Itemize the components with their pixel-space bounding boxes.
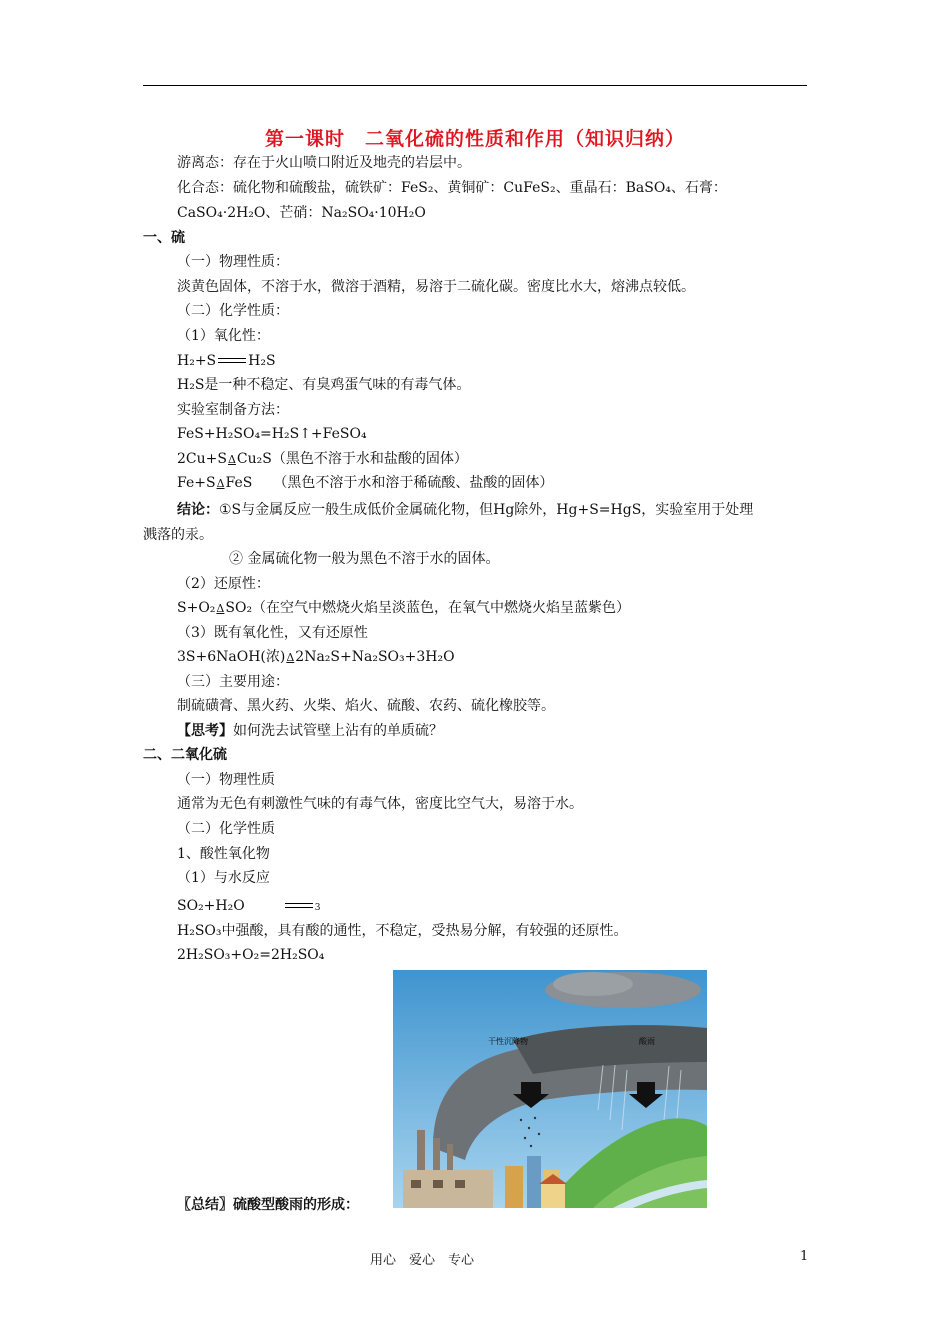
equation-left: SO₂+H₂O xyxy=(177,898,245,914)
text-line: 淡黄色固体，不溶于水，微溶于酒精，易溶于二硫化碳。密度比水大，熔沸点较低。 xyxy=(177,279,695,295)
heat-delta-icon: Δ xyxy=(216,477,225,490)
summary-caption: 〖总结〗硫酸型酸雨的形成： xyxy=(177,1197,359,1213)
section-heading-so2: 二、二氧化硫 xyxy=(143,747,227,763)
text-line: （2）还原性： xyxy=(177,576,270,592)
heat-delta-icon: Δ xyxy=(227,453,236,466)
text-line: （一）物理性质： xyxy=(177,254,289,270)
think-label: 【思考】 xyxy=(177,723,233,739)
acid-rain-illustration xyxy=(393,970,707,1208)
heat-delta-icon: Δ xyxy=(286,651,295,664)
equation-line xyxy=(177,474,553,493)
equation-left: Fe+S xyxy=(177,475,216,491)
label-dry-deposition: 干性沉降物 xyxy=(488,1037,528,1046)
section-heading-sulfur: 一、硫 xyxy=(143,230,185,246)
conclusion-label: 结论： xyxy=(177,502,219,518)
text-line: （3）既有氧化性，又有还原性 xyxy=(177,625,368,641)
page-title: 第一课时 二氧化硫的性质和作用（知识归纳） xyxy=(264,128,685,150)
conclusion-line xyxy=(177,501,753,519)
equation-right: H₂S xyxy=(248,353,276,369)
equation-line xyxy=(177,450,468,469)
equation-left: 3S+6NaOH(浓) xyxy=(177,649,286,665)
label-acid-rain: 酸雨 xyxy=(639,1037,655,1046)
header-rule xyxy=(143,85,807,86)
text-line: （一）物理性质 xyxy=(177,772,275,788)
equation-line xyxy=(177,648,455,667)
equation-left: 2Cu+S xyxy=(177,451,227,467)
text-line: （二）化学性质： xyxy=(177,303,289,319)
equation-line: 2H₂SO₃+O₂=2H₂SO₄ xyxy=(177,947,325,963)
text-line: （1）与水反应 xyxy=(177,870,270,886)
page-number: 1 xyxy=(800,1249,809,1264)
equation-right: SO₂（在空气中燃烧火焰呈淡蓝色，在氧气中燃烧火焰呈蓝紫色） xyxy=(225,600,631,616)
text-line: ② 金属硫化物一般为黑色不溶于水的固体。 xyxy=(229,551,500,567)
text-line: 制硫磺膏、黑火药、火柴、焰火、硫酸、农药、硫化橡胶等。 xyxy=(177,698,555,714)
text-line: （1）氧化性： xyxy=(177,328,270,344)
text-line: 游离态：存在于火山喷口附近及地壳的岩层中。 xyxy=(177,155,471,171)
text-line: （三）主要用途： xyxy=(177,674,289,690)
equation-line xyxy=(177,352,276,370)
equation-line xyxy=(177,897,320,917)
think-text: 如何洗去试管壁上沾有的单质硫？ xyxy=(233,723,443,739)
text-line: （二）化学性质 xyxy=(177,821,275,837)
equation-right: Cu₂S（黑色不溶于水和盐酸的固体） xyxy=(236,451,468,467)
equation-left: H₂+S xyxy=(177,353,217,369)
text-line: H₂SO₃中强酸，具有酸的通性，不稳定，受热易分解，有较强的还原性。 xyxy=(177,923,628,939)
text-line: 溅落的汞。 xyxy=(143,527,213,543)
text-line: H₂S是一种不稳定、有臭鸡蛋气味的有毒气体。 xyxy=(177,377,471,393)
equation-right-fragment: 3 xyxy=(314,903,321,913)
think-line xyxy=(177,722,443,740)
equation-right: 2Na₂S+Na₂SO₃+3H₂O xyxy=(295,649,455,665)
text-line: 实验室制备方法： xyxy=(177,402,289,418)
reversible-arrow-icon xyxy=(218,356,246,366)
footer-text: 用心 爱心 专心 xyxy=(370,1253,475,1268)
text-line: 化合态：硫化物和硫酸盐，硫铁矿：FeS₂、黄铜矿：CuFeS₂、重晶石：BaSO₄、石膏： xyxy=(177,180,727,196)
top-cloud xyxy=(553,972,633,996)
heat-delta-icon: Δ xyxy=(216,602,225,615)
equation-line: FeS+H₂SO₄=H₂S↑+FeSO₄ xyxy=(177,426,367,442)
equation-right: FeS （黑色不溶于水和溶于稀硫酸、盐酸的固体） xyxy=(225,475,554,491)
equation-left: S+O₂ xyxy=(177,600,216,616)
text-line: 通常为无色有刺激性气味的有毒气体，密度比空气大，易溶于水。 xyxy=(177,796,583,812)
reversible-arrow-icon xyxy=(285,901,313,911)
text-line: CaSO₄·2H₂O、芒硝：Na₂SO₄·10H₂O xyxy=(177,205,426,221)
equation-line xyxy=(177,599,630,618)
text-line: 1、酸性氧化物 xyxy=(177,846,270,862)
conclusion-text: ①S与金属反应一般生成低价金属硫化物，但Hg除外，Hg+S=HgS，实验室用于处理 xyxy=(219,502,754,518)
